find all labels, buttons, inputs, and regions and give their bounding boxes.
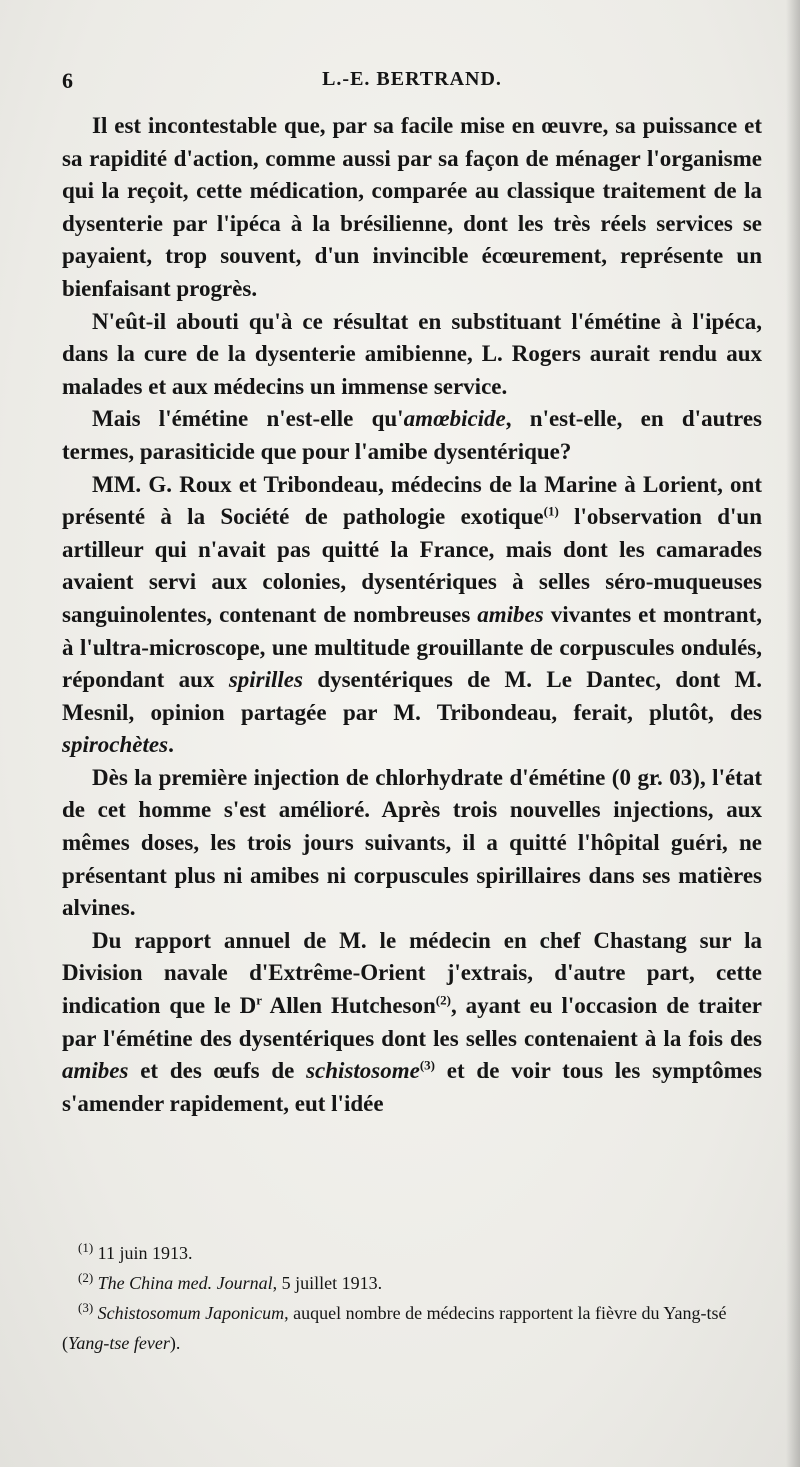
paragraph-text: et des œufs de: [128, 1058, 307, 1084]
italic-term: amœbicide: [403, 406, 506, 432]
italic-term: spirilles: [228, 667, 303, 693]
italic-term: Schistosomum Japonicum: [97, 1303, 285, 1323]
paragraph-text: , ayant eu l'occasion de traiter par l'émétine des dysentériques dont les selles contenaient à la fois des: [62, 993, 762, 1051]
paragraph: [62, 306, 762, 404]
paragraph: [62, 925, 762, 1121]
page-header: [62, 68, 762, 102]
italic-term: amibes: [477, 601, 544, 627]
page-number: 6: [62, 68, 73, 93]
paragraph-text: N'eût-il abouti qu'à ce résultat en substituant l'émétine à l'ipéca, dans la cure de la dysenterie amibienne, L. Rogers aurait rendu aux malades et aux médecins un immense service.: [62, 308, 762, 399]
paragraph-text: .: [168, 732, 174, 758]
footnote-marker: (2): [78, 1270, 94, 1285]
running-head: L.-E. BERTRAND.: [322, 68, 502, 90]
paragraph: [62, 403, 762, 468]
footnote-text: , 5 juillet 1913.: [272, 1273, 383, 1293]
footnote: [62, 1268, 762, 1298]
paragraph-text: l'observation d'un artilleur qui n'avait pas quitté la France, mais dont les camarades avaient servi aux colonies, dysentériques à selles séro-muqueuses sanguinolentes, contenant de nombreuses: [62, 504, 762, 627]
superscript: r: [256, 992, 262, 1008]
footnote-ref: (1): [543, 503, 559, 519]
paragraph-text: dysentériques de M. Le Dantec, dont M. Mesnil, opinion partagée par M. Tribondeau, ferait, plutôt, des: [62, 667, 762, 725]
page-edge-shadow: [786, 0, 800, 1467]
footnote: [62, 1298, 762, 1358]
paragraph-text: vivantes et montrant, à l'ultra-microscope, une multitude grouillante de corpuscules ondulés, répondant aux: [62, 601, 763, 693]
footnote-ref: (2): [435, 992, 451, 1008]
paragraph-text: , n'est-elle, en d'autres termes, parasiticide que pour l'amibe dysentérique?: [62, 406, 762, 464]
footnote-marker: (1): [78, 1240, 94, 1255]
paragraph-text: Mais l'émétine n'est-elle qu': [92, 406, 404, 432]
footnote-text: 11 juin 1913.: [93, 1243, 193, 1263]
footnote-marker: (3): [78, 1300, 94, 1315]
paragraph-text: et de voir tous les symptômes s'amender rapidement, eut l'idée: [62, 1058, 762, 1116]
footnotes: [62, 1238, 762, 1358]
paragraph-text: Il est incontestable que, par sa facile mise en œuvre, sa puissance et sa rapidité d'action, comme aussi par sa façon de ménager l'organisme qui la reçoit, cette médication, comparée au classique traitement de la dysenterie par l'ipéca à la brésilienne, dont les très réels services se payaient, trop souvent, d'un invincible écœurement, représente un bienfaisant progrès.: [62, 113, 762, 301]
footnote-text: ).: [169, 1333, 181, 1353]
paragraph: [62, 469, 762, 762]
footnote: [62, 1238, 762, 1268]
paragraph-text: Allen Hutcheson: [262, 993, 436, 1019]
paragraph-text: Dès la première injection de chlorhydrate d'émétine (0 gr. 03), l'état de cet homme s'est amélioré. Après trois nouvelles injections, aux mêmes doses, les trois jours suivants, il a quitté l'hôpital guéri, ne présentant plus ni amibes ni corpuscules spirillaires dans ses matières alvines.: [62, 764, 762, 921]
main-text: [62, 110, 762, 1120]
paragraph: [62, 110, 762, 306]
italic-term: Yang-tse fever: [68, 1333, 170, 1353]
paragraph: [62, 762, 762, 925]
footnote-text: , auquel nombre de médecins rapportent la fièvre du Yang-tsé (: [62, 1303, 727, 1353]
italic-title: The China med. Journal: [97, 1273, 273, 1293]
paragraph-text: Du rapport annuel de M. le médecin en chef Chastang sur la Division navale d'Extrême-Orient j'extrais, d'autre part, cette indication que le D: [62, 927, 762, 1019]
paragraph-text: MM. G. Roux et Tribondeau, médecins de la Marine à Lorient, ont présenté à la Société de pathologie exotique: [62, 471, 762, 530]
italic-term: schistosome: [306, 1058, 420, 1084]
footnote-ref: (3): [419, 1057, 436, 1073]
italic-term: spirochètes: [62, 732, 169, 758]
italic-term: amibes: [62, 1058, 129, 1084]
